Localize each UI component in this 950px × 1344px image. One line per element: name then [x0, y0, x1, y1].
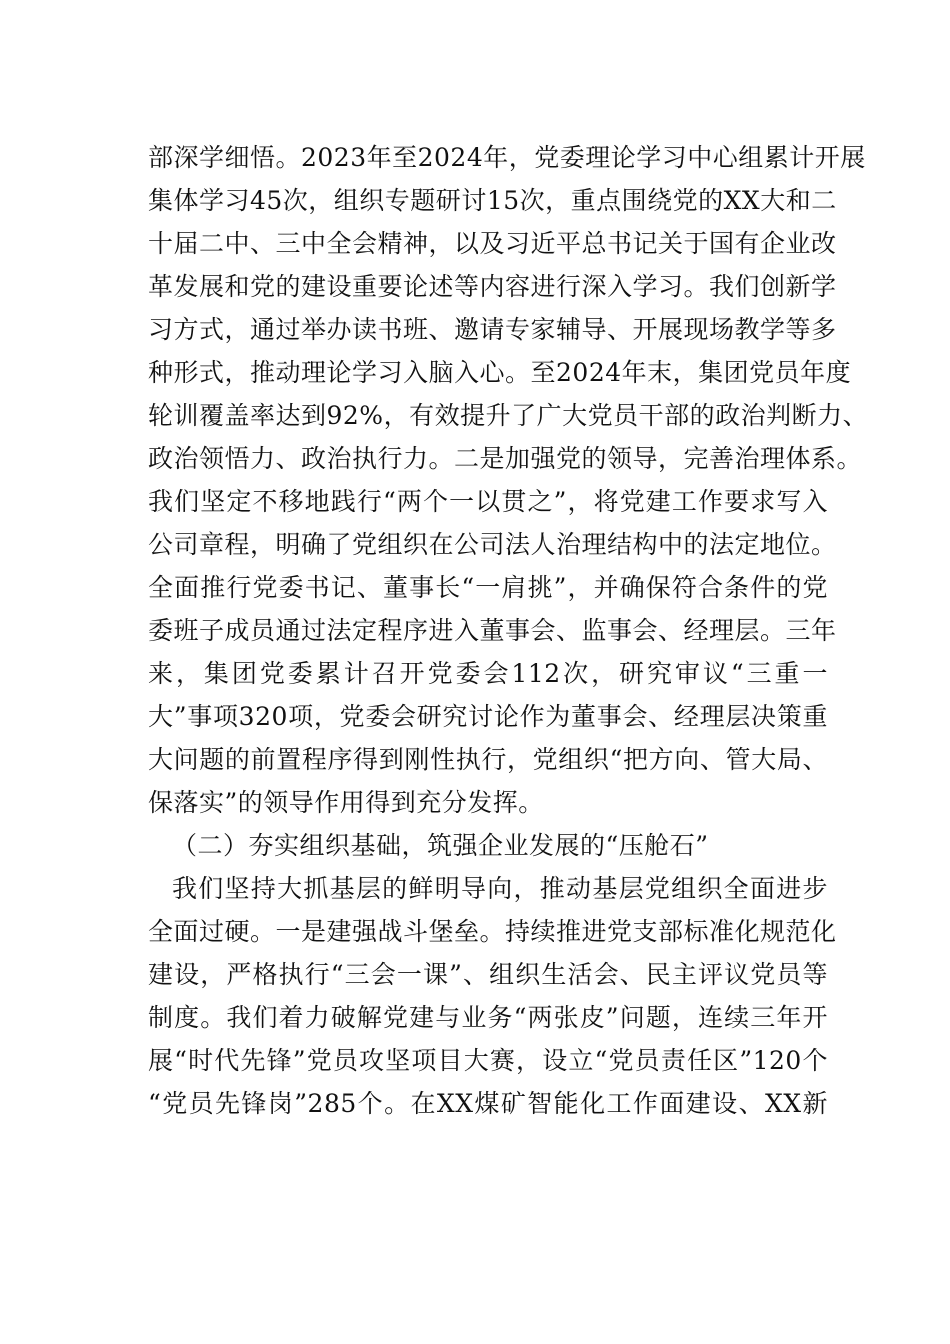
section-heading: （二）夯实组织基础，筑强企业发展的“压舱石” — [172, 831, 709, 860]
paragraph-line: 全面推行党委书记、董事长“一肩挑”，并确保符合条件的党 — [148, 573, 828, 602]
paragraph-line: “党员先锋岗”285个。在XX煤矿智能化工作面建设、XX新 — [148, 1089, 828, 1118]
paragraph-line: 我们坚持大抓基层的鲜明导向，推动基层党组织全面进步 — [172, 874, 828, 903]
paragraph-line: 全面过硬。一是建强战斗堡垒。持续推进党支部标准化规范化 — [148, 917, 837, 946]
paragraph-line: 委班子成员通过法定程序进入董事会、监事会、经理层。三年 — [148, 616, 837, 645]
paragraph-line: 十届二中、三中全会精神，以及习近平总书记关于国有企业改 — [148, 229, 837, 258]
paragraph-line: 习方式，通过举办读书班、邀请专家辅导、开展现场教学等多 — [148, 315, 837, 344]
paragraph-line: 部深学细悟。2023年至2024年，党委理论学习中心组累计开展 — [148, 143, 866, 172]
paragraph-line: 革发展和党的建设重要论述等内容进行深入学习。我们创新学 — [148, 272, 837, 301]
paragraph-line: 种形式，推动理论学习入脑入心。至2024年末，集团党员年度 — [148, 358, 852, 387]
paragraph-line: 保落实”的领导作用得到充分发挥。 — [148, 788, 544, 817]
paragraph-line: 来，集团党委累计召开党委会112次，研究审议“三重一 — [148, 659, 828, 688]
paragraph-line: 集体学习45次，组织专题研讨15次，重点围绕党的XX大和二 — [148, 186, 837, 215]
paragraph-line: 大”事项320项，党委会研究讨论作为董事会、经理层决策重 — [148, 702, 828, 731]
paragraph-line: 大问题的前置程序得到刚性执行，党组织“把方向、管大局、 — [148, 745, 828, 774]
paragraph-line: 公司章程，明确了党组织在公司法人治理结构中的法定地位。 — [148, 530, 837, 559]
paragraph-line: 展“时代先锋”党员攻坚项目大赛，设立“党员责任区”120个 — [148, 1046, 828, 1075]
paragraph-line: 制度。我们着力破解党建与业务“两张皮”问题，连续三年开 — [148, 1003, 828, 1032]
paragraph-line: 建设，严格执行“三会一课”、组织生活会、民主评议党员等 — [148, 960, 828, 989]
paragraph-line: 政治领悟力、政治执行力。二是加强党的领导，完善治理体系。 — [148, 444, 863, 473]
paragraph-line: 轮训覆盖率达到92%，有效提升了广大党员干部的政治判断力、 — [148, 401, 869, 430]
paragraph-line: 我们坚定不移地践行“两个一以贯之”，将党建工作要求写入 — [148, 487, 828, 516]
